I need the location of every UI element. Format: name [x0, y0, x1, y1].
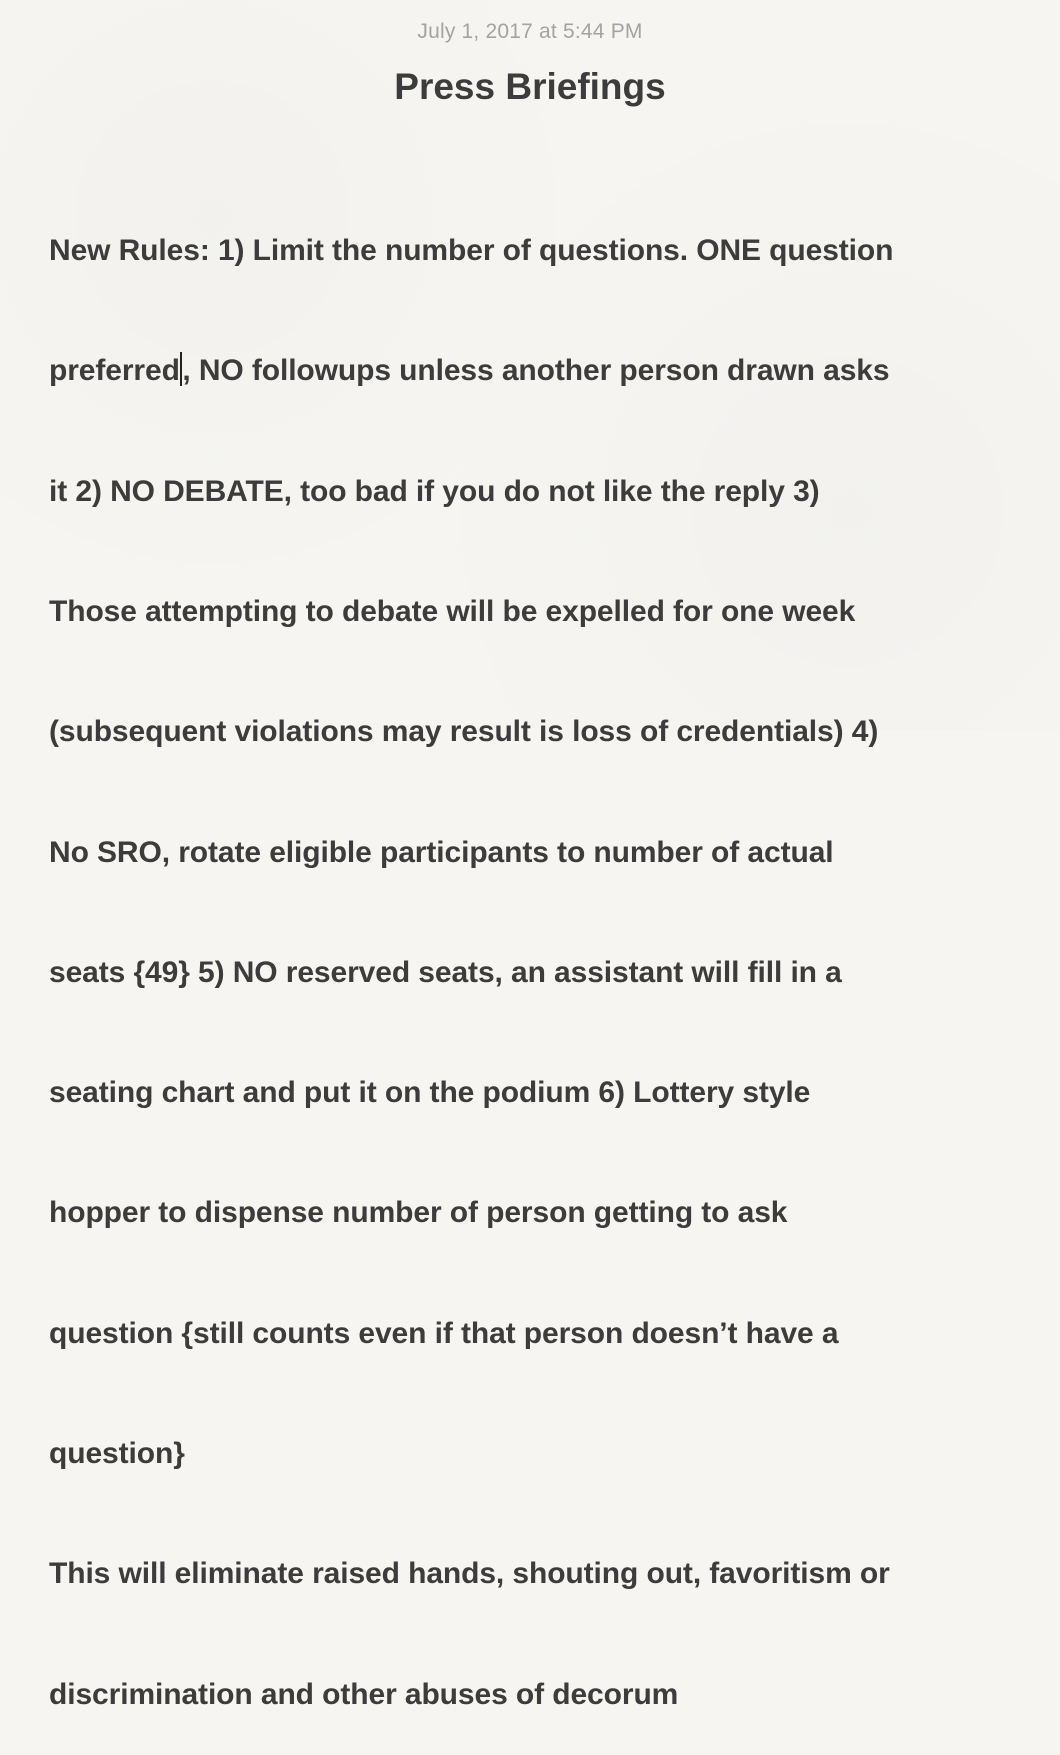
note-line-3: it 2) NO DEBATE, too bad if you do not like the reply 3) [49, 474, 820, 508]
note-line-2-comma: , [182, 354, 199, 388]
note-title[interactable]: Press Briefings [394, 66, 666, 107]
note-line-2 [49, 351, 1049, 391]
note-line-5: (subsequent violations may result is loss of credentials) 4) [49, 715, 879, 749]
note-line-13: discrimination and other abuses of decorum [49, 1677, 679, 1711]
note-timestamp: July 1, 2017 at 5:44 PM [417, 20, 643, 43]
note-line-12: This will eliminate raised hands, shouting out, favoritism or [49, 1557, 890, 1591]
note-line-1: New Rules: 1) Limit the number of questions. ONE question [49, 234, 894, 268]
note-line-8: seating chart and put it on the podium 6) Lottery style [49, 1076, 811, 1110]
note-body-editor[interactable] [49, 151, 1049, 1755]
note-line-7: seats {49} 5) NO reserved seats, an assistant will fill in a [49, 955, 842, 989]
note-line-6: No SRO, rotate eligible participants to number of actual [49, 835, 834, 869]
note-line-9: hopper to dispense number of person getting to ask [49, 1196, 788, 1230]
note-line-2-rest: NO followups unless another person drawn asks [198, 354, 890, 388]
note-line-4: Those attempting to debate will be expelled for one week [49, 595, 856, 629]
note-line-10: question {still counts even if that person doesn’t have a [49, 1316, 839, 1350]
note-line-2-start: preferred [49, 354, 180, 388]
note-line-11: question} [49, 1437, 185, 1470]
